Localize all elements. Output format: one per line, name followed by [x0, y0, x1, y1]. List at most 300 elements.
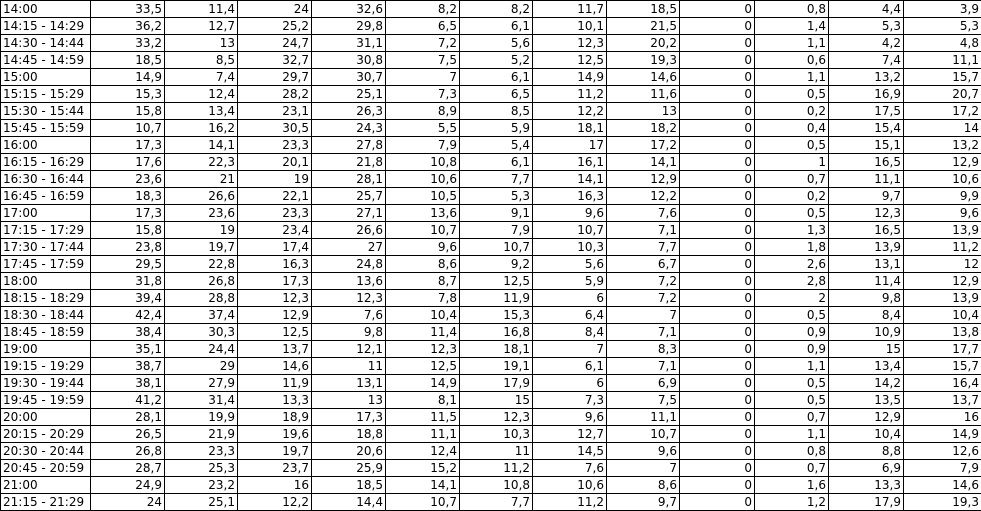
- value-cell[interactable]: 6,1: [533, 358, 607, 375]
- value-cell[interactable]: 26,6: [312, 222, 386, 239]
- value-cell[interactable]: 31,8: [91, 273, 165, 290]
- value-cell[interactable]: 0: [680, 69, 755, 86]
- time-cell[interactable]: 17:00: [1, 205, 91, 222]
- value-cell[interactable]: 25,1: [312, 86, 386, 103]
- value-cell[interactable]: 8,9: [386, 103, 460, 120]
- value-cell[interactable]: 17,3: [238, 273, 312, 290]
- value-cell[interactable]: 0: [680, 154, 755, 171]
- value-cell[interactable]: 6,1: [460, 154, 533, 171]
- value-cell[interactable]: 1,3: [755, 222, 829, 239]
- value-cell[interactable]: 15,7: [904, 358, 981, 375]
- value-cell[interactable]: 25,9: [312, 460, 386, 477]
- value-cell[interactable]: 7,6: [312, 307, 386, 324]
- value-cell[interactable]: 15,4: [829, 120, 904, 137]
- value-cell[interactable]: 12,1: [312, 341, 386, 358]
- value-cell[interactable]: 26,8: [91, 443, 165, 460]
- value-cell[interactable]: 9,8: [312, 324, 386, 341]
- value-cell[interactable]: 11,4: [386, 324, 460, 341]
- value-cell[interactable]: 22,8: [165, 256, 238, 273]
- value-cell[interactable]: 13: [165, 35, 238, 52]
- value-cell[interactable]: 10,6: [386, 171, 460, 188]
- value-cell[interactable]: 19,1: [460, 358, 533, 375]
- value-cell[interactable]: 15: [460, 392, 533, 409]
- value-cell[interactable]: 13,2: [904, 137, 981, 154]
- value-cell[interactable]: 0,8: [755, 443, 829, 460]
- value-cell[interactable]: 17,4: [238, 239, 312, 256]
- value-cell[interactable]: 13,4: [829, 358, 904, 375]
- value-cell[interactable]: 10,7: [607, 426, 680, 443]
- value-cell[interactable]: 0,4: [755, 120, 829, 137]
- value-cell[interactable]: 14,6: [904, 477, 981, 494]
- value-cell[interactable]: 9,6: [533, 205, 607, 222]
- value-cell[interactable]: 0: [680, 375, 755, 392]
- value-cell[interactable]: 27,8: [312, 137, 386, 154]
- value-cell[interactable]: 42,4: [91, 307, 165, 324]
- value-cell[interactable]: 6: [533, 290, 607, 307]
- value-cell[interactable]: 16,5: [829, 222, 904, 239]
- value-cell[interactable]: 30,7: [312, 69, 386, 86]
- time-cell[interactable]: 20:45 - 20:59: [1, 460, 91, 477]
- value-cell[interactable]: 1,1: [755, 69, 829, 86]
- time-cell[interactable]: 16:15 - 16:29: [1, 154, 91, 171]
- value-cell[interactable]: 6,7: [607, 256, 680, 273]
- value-cell[interactable]: 11: [460, 443, 533, 460]
- value-cell[interactable]: 15,3: [91, 86, 165, 103]
- value-cell[interactable]: 17,2: [904, 103, 981, 120]
- value-cell[interactable]: 24,8: [312, 256, 386, 273]
- value-cell[interactable]: 18,1: [533, 120, 607, 137]
- value-cell[interactable]: 21,5: [607, 18, 680, 35]
- value-cell[interactable]: 23,6: [165, 205, 238, 222]
- value-cell[interactable]: 12,5: [460, 273, 533, 290]
- value-cell[interactable]: 1,6: [755, 477, 829, 494]
- value-cell[interactable]: 7,2: [607, 273, 680, 290]
- value-cell[interactable]: 25,2: [238, 18, 312, 35]
- value-cell[interactable]: 0: [680, 205, 755, 222]
- time-cell[interactable]: 21:00: [1, 477, 91, 494]
- value-cell[interactable]: 14,2: [829, 375, 904, 392]
- value-cell[interactable]: 13,8: [904, 324, 981, 341]
- value-cell[interactable]: 7,8: [386, 290, 460, 307]
- value-cell[interactable]: 8,2: [386, 1, 460, 18]
- time-cell[interactable]: 19:45 - 19:59: [1, 392, 91, 409]
- value-cell[interactable]: 7,7: [460, 494, 533, 511]
- value-cell[interactable]: 0: [680, 171, 755, 188]
- value-cell[interactable]: 17,3: [91, 137, 165, 154]
- value-cell[interactable]: 8,7: [386, 273, 460, 290]
- value-cell[interactable]: 11,1: [829, 171, 904, 188]
- value-cell[interactable]: 15,8: [91, 222, 165, 239]
- value-cell[interactable]: 26,6: [165, 188, 238, 205]
- value-cell[interactable]: 7,4: [165, 69, 238, 86]
- value-cell[interactable]: 14,1: [607, 154, 680, 171]
- value-cell[interactable]: 12,6: [904, 443, 981, 460]
- value-cell[interactable]: 1: [755, 154, 829, 171]
- value-cell[interactable]: 6,4: [533, 307, 607, 324]
- value-cell[interactable]: 5,6: [460, 35, 533, 52]
- value-cell[interactable]: 35,1: [91, 341, 165, 358]
- value-cell[interactable]: 5,4: [460, 137, 533, 154]
- value-cell[interactable]: 39,4: [91, 290, 165, 307]
- value-cell[interactable]: 16,8: [460, 324, 533, 341]
- value-cell[interactable]: 5,5: [386, 120, 460, 137]
- value-cell[interactable]: 14,9: [91, 69, 165, 86]
- value-cell[interactable]: 26,5: [91, 426, 165, 443]
- value-cell[interactable]: 1,2: [755, 494, 829, 511]
- value-cell[interactable]: 8,4: [533, 324, 607, 341]
- value-cell[interactable]: 17,2: [607, 137, 680, 154]
- time-cell[interactable]: 20:00: [1, 409, 91, 426]
- value-cell[interactable]: 10,3: [460, 426, 533, 443]
- value-cell[interactable]: 7,3: [386, 86, 460, 103]
- value-cell[interactable]: 15,3: [460, 307, 533, 324]
- value-cell[interactable]: 14,9: [904, 426, 981, 443]
- time-cell[interactable]: 17:15 - 17:29: [1, 222, 91, 239]
- value-cell[interactable]: 17,7: [904, 341, 981, 358]
- value-cell[interactable]: 7: [607, 307, 680, 324]
- value-cell[interactable]: 8,1: [386, 392, 460, 409]
- value-cell[interactable]: 17,3: [91, 205, 165, 222]
- value-cell[interactable]: 6,9: [829, 460, 904, 477]
- value-cell[interactable]: 6,1: [460, 69, 533, 86]
- value-cell[interactable]: 12,5: [533, 52, 607, 69]
- value-cell[interactable]: 8,6: [607, 477, 680, 494]
- value-cell[interactable]: 6,5: [386, 18, 460, 35]
- value-cell[interactable]: 4,2: [829, 35, 904, 52]
- value-cell[interactable]: 12,4: [386, 443, 460, 460]
- value-cell[interactable]: 12,9: [904, 273, 981, 290]
- value-cell[interactable]: 0,5: [755, 86, 829, 103]
- value-cell[interactable]: 24,7: [238, 35, 312, 52]
- value-cell[interactable]: 23,3: [165, 443, 238, 460]
- time-cell[interactable]: 19:30 - 19:44: [1, 375, 91, 392]
- time-cell[interactable]: 21:15 - 21:29: [1, 494, 91, 511]
- value-cell[interactable]: 0: [680, 239, 755, 256]
- value-cell[interactable]: 32,7: [238, 52, 312, 69]
- value-cell[interactable]: 10,7: [460, 239, 533, 256]
- value-cell[interactable]: 9,8: [829, 290, 904, 307]
- value-cell[interactable]: 8,6: [386, 256, 460, 273]
- value-cell[interactable]: 12,7: [533, 426, 607, 443]
- value-cell[interactable]: 0,2: [755, 188, 829, 205]
- value-cell[interactable]: 8,5: [165, 52, 238, 69]
- value-cell[interactable]: 7,7: [460, 171, 533, 188]
- value-cell[interactable]: 0: [680, 392, 755, 409]
- value-cell[interactable]: 0: [680, 324, 755, 341]
- time-cell[interactable]: 14:00: [1, 1, 91, 18]
- value-cell[interactable]: 7,6: [607, 205, 680, 222]
- value-cell[interactable]: 5,3: [460, 188, 533, 205]
- value-cell[interactable]: 31,4: [165, 392, 238, 409]
- value-cell[interactable]: 24: [238, 1, 312, 18]
- value-cell[interactable]: 7,2: [386, 35, 460, 52]
- value-cell[interactable]: 30,5: [238, 120, 312, 137]
- value-cell[interactable]: 13,5: [829, 392, 904, 409]
- value-cell[interactable]: 0: [680, 120, 755, 137]
- value-cell[interactable]: 16,5: [829, 154, 904, 171]
- value-cell[interactable]: 27: [312, 239, 386, 256]
- value-cell[interactable]: 18,2: [607, 120, 680, 137]
- value-cell[interactable]: 17,9: [829, 494, 904, 511]
- value-cell[interactable]: 12,2: [533, 103, 607, 120]
- value-cell[interactable]: 11,1: [386, 426, 460, 443]
- value-cell[interactable]: 8,2: [460, 1, 533, 18]
- value-cell[interactable]: 1,1: [755, 35, 829, 52]
- value-cell[interactable]: 14,9: [533, 69, 607, 86]
- value-cell[interactable]: 12,9: [238, 307, 312, 324]
- value-cell[interactable]: 0: [680, 273, 755, 290]
- value-cell[interactable]: 1,8: [755, 239, 829, 256]
- value-cell[interactable]: 14,4: [312, 494, 386, 511]
- value-cell[interactable]: 14,5: [533, 443, 607, 460]
- value-cell[interactable]: 8,8: [829, 443, 904, 460]
- time-cell[interactable]: 20:30 - 20:44: [1, 443, 91, 460]
- value-cell[interactable]: 1,4: [755, 18, 829, 35]
- value-cell[interactable]: 15,2: [386, 460, 460, 477]
- value-cell[interactable]: 21,9: [165, 426, 238, 443]
- value-cell[interactable]: 11,9: [460, 290, 533, 307]
- value-cell[interactable]: 7,6: [533, 460, 607, 477]
- value-cell[interactable]: 0,6: [755, 52, 829, 69]
- value-cell[interactable]: 12,2: [238, 494, 312, 511]
- value-cell[interactable]: 19,3: [607, 52, 680, 69]
- value-cell[interactable]: 9,9: [904, 188, 981, 205]
- value-cell[interactable]: 0: [680, 341, 755, 358]
- value-cell[interactable]: 13,2: [829, 69, 904, 86]
- value-cell[interactable]: 11,4: [165, 1, 238, 18]
- value-cell[interactable]: 9,6: [386, 239, 460, 256]
- value-cell[interactable]: 0: [680, 307, 755, 324]
- value-cell[interactable]: 12,2: [607, 188, 680, 205]
- value-cell[interactable]: 10,6: [533, 477, 607, 494]
- value-cell[interactable]: 10,8: [460, 477, 533, 494]
- value-cell[interactable]: 7,3: [533, 392, 607, 409]
- value-cell[interactable]: 22,3: [165, 154, 238, 171]
- value-cell[interactable]: 23,2: [165, 477, 238, 494]
- value-cell[interactable]: 12,3: [386, 341, 460, 358]
- value-cell[interactable]: 0: [680, 477, 755, 494]
- time-cell[interactable]: 18:15 - 18:29: [1, 290, 91, 307]
- value-cell[interactable]: 16,2: [165, 120, 238, 137]
- value-cell[interactable]: 9,6: [904, 205, 981, 222]
- time-cell[interactable]: 17:45 - 17:59: [1, 256, 91, 273]
- value-cell[interactable]: 10,4: [904, 307, 981, 324]
- value-cell[interactable]: 24: [91, 494, 165, 511]
- value-cell[interactable]: 9,7: [829, 188, 904, 205]
- value-cell[interactable]: 19: [238, 171, 312, 188]
- value-cell[interactable]: 28,1: [312, 171, 386, 188]
- value-cell[interactable]: 7,1: [607, 358, 680, 375]
- value-cell[interactable]: 6,5: [460, 86, 533, 103]
- value-cell[interactable]: 11,6: [607, 86, 680, 103]
- value-cell[interactable]: 13,6: [386, 205, 460, 222]
- value-cell[interactable]: 14,6: [238, 358, 312, 375]
- value-cell[interactable]: 11,7: [533, 1, 607, 18]
- value-cell[interactable]: 0,5: [755, 392, 829, 409]
- value-cell[interactable]: 7: [607, 460, 680, 477]
- value-cell[interactable]: 7: [533, 341, 607, 358]
- value-cell[interactable]: 23,6: [91, 171, 165, 188]
- value-cell[interactable]: 13,3: [829, 477, 904, 494]
- value-cell[interactable]: 14,6: [607, 69, 680, 86]
- value-cell[interactable]: 5,2: [460, 52, 533, 69]
- value-cell[interactable]: 11,2: [460, 460, 533, 477]
- value-cell[interactable]: 5,9: [533, 273, 607, 290]
- value-cell[interactable]: 17: [533, 137, 607, 154]
- value-cell[interactable]: 7,9: [386, 137, 460, 154]
- value-cell[interactable]: 11,5: [386, 409, 460, 426]
- value-cell[interactable]: 19,7: [165, 239, 238, 256]
- value-cell[interactable]: 16,4: [904, 375, 981, 392]
- value-cell[interactable]: 11,2: [533, 86, 607, 103]
- value-cell[interactable]: 10,6: [904, 171, 981, 188]
- value-cell[interactable]: 12: [904, 256, 981, 273]
- value-cell[interactable]: 12,7: [165, 18, 238, 35]
- value-cell[interactable]: 0: [680, 1, 755, 18]
- value-cell[interactable]: 22,1: [238, 188, 312, 205]
- value-cell[interactable]: 0: [680, 358, 755, 375]
- value-cell[interactable]: 20,1: [238, 154, 312, 171]
- value-cell[interactable]: 5,3: [829, 18, 904, 35]
- time-cell[interactable]: 16:30 - 16:44: [1, 171, 91, 188]
- value-cell[interactable]: 23,3: [238, 137, 312, 154]
- value-cell[interactable]: 0: [680, 86, 755, 103]
- time-cell[interactable]: 19:15 - 19:29: [1, 358, 91, 375]
- value-cell[interactable]: 16: [238, 477, 312, 494]
- time-cell[interactable]: 15:15 - 15:29: [1, 86, 91, 103]
- value-cell[interactable]: 16,3: [238, 256, 312, 273]
- value-cell[interactable]: 33,2: [91, 35, 165, 52]
- value-cell[interactable]: 0: [680, 290, 755, 307]
- value-cell[interactable]: 0,5: [755, 137, 829, 154]
- value-cell[interactable]: 10,1: [533, 18, 607, 35]
- value-cell[interactable]: 6: [533, 375, 607, 392]
- value-cell[interactable]: 7,1: [607, 222, 680, 239]
- time-cell[interactable]: 19:00: [1, 341, 91, 358]
- value-cell[interactable]: 9,2: [460, 256, 533, 273]
- value-cell[interactable]: 6,1: [460, 18, 533, 35]
- value-cell[interactable]: 15: [829, 341, 904, 358]
- value-cell[interactable]: 12,3: [533, 35, 607, 52]
- value-cell[interactable]: 0: [680, 426, 755, 443]
- time-cell[interactable]: 14:15 - 14:29: [1, 18, 91, 35]
- value-cell[interactable]: 4,8: [904, 35, 981, 52]
- value-cell[interactable]: 17,3: [312, 409, 386, 426]
- value-cell[interactable]: 25,7: [312, 188, 386, 205]
- value-cell[interactable]: 0: [680, 460, 755, 477]
- value-cell[interactable]: 12,3: [460, 409, 533, 426]
- value-cell[interactable]: 28,8: [165, 290, 238, 307]
- value-cell[interactable]: 7: [386, 69, 460, 86]
- time-cell[interactable]: 15:45 - 15:59: [1, 120, 91, 137]
- value-cell[interactable]: 0,9: [755, 341, 829, 358]
- value-cell[interactable]: 18,5: [91, 52, 165, 69]
- value-cell[interactable]: 12,3: [312, 290, 386, 307]
- value-cell[interactable]: 27,9: [165, 375, 238, 392]
- value-cell[interactable]: 14,1: [533, 171, 607, 188]
- value-cell[interactable]: 11: [312, 358, 386, 375]
- value-cell[interactable]: 17,5: [829, 103, 904, 120]
- value-cell[interactable]: 0: [680, 18, 755, 35]
- value-cell[interactable]: 18,5: [607, 1, 680, 18]
- value-cell[interactable]: 0: [680, 443, 755, 460]
- value-cell[interactable]: 12,9: [829, 409, 904, 426]
- value-cell[interactable]: 6,9: [607, 375, 680, 392]
- value-cell[interactable]: 13: [312, 392, 386, 409]
- value-cell[interactable]: 10,8: [386, 154, 460, 171]
- value-cell[interactable]: 27,1: [312, 205, 386, 222]
- value-cell[interactable]: 5,3: [904, 18, 981, 35]
- value-cell[interactable]: 9,1: [460, 205, 533, 222]
- value-cell[interactable]: 1,1: [755, 358, 829, 375]
- value-cell[interactable]: 0,7: [755, 409, 829, 426]
- value-cell[interactable]: 0,7: [755, 460, 829, 477]
- value-cell[interactable]: 9,6: [533, 409, 607, 426]
- value-cell[interactable]: 0,5: [755, 375, 829, 392]
- value-cell[interactable]: 18,1: [460, 341, 533, 358]
- value-cell[interactable]: 18,8: [312, 426, 386, 443]
- value-cell[interactable]: 13,1: [312, 375, 386, 392]
- value-cell[interactable]: 4,4: [829, 1, 904, 18]
- value-cell[interactable]: 10,3: [533, 239, 607, 256]
- value-cell[interactable]: 13,7: [238, 341, 312, 358]
- time-cell[interactable]: 16:45 - 16:59: [1, 188, 91, 205]
- value-cell[interactable]: 12,5: [238, 324, 312, 341]
- value-cell[interactable]: 9,7: [607, 494, 680, 511]
- value-cell[interactable]: 21: [165, 171, 238, 188]
- value-cell[interactable]: 0: [680, 409, 755, 426]
- value-cell[interactable]: 14: [904, 120, 981, 137]
- time-cell[interactable]: 17:30 - 17:44: [1, 239, 91, 256]
- value-cell[interactable]: 7,7: [607, 239, 680, 256]
- value-cell[interactable]: 0,5: [755, 307, 829, 324]
- value-cell[interactable]: 7,5: [607, 392, 680, 409]
- value-cell[interactable]: 28,2: [238, 86, 312, 103]
- value-cell[interactable]: 10,5: [386, 188, 460, 205]
- value-cell[interactable]: 33,5: [91, 1, 165, 18]
- value-cell[interactable]: 13,3: [238, 392, 312, 409]
- value-cell[interactable]: 5,6: [533, 256, 607, 273]
- time-cell[interactable]: 15:30 - 15:44: [1, 103, 91, 120]
- value-cell[interactable]: 19,9: [165, 409, 238, 426]
- value-cell[interactable]: 17,9: [460, 375, 533, 392]
- value-cell[interactable]: 16,3: [533, 188, 607, 205]
- value-cell[interactable]: 24,9: [91, 477, 165, 494]
- value-cell[interactable]: 11,2: [904, 239, 981, 256]
- value-cell[interactable]: 0: [680, 222, 755, 239]
- value-cell[interactable]: 14,1: [386, 477, 460, 494]
- value-cell[interactable]: 0: [680, 137, 755, 154]
- time-cell[interactable]: 18:30 - 18:44: [1, 307, 91, 324]
- value-cell[interactable]: 41,2: [91, 392, 165, 409]
- value-cell[interactable]: 0,5: [755, 205, 829, 222]
- value-cell[interactable]: 28,1: [91, 409, 165, 426]
- value-cell[interactable]: 20,6: [312, 443, 386, 460]
- value-cell[interactable]: 38,1: [91, 375, 165, 392]
- value-cell[interactable]: 31,1: [312, 35, 386, 52]
- value-cell[interactable]: 2,8: [755, 273, 829, 290]
- value-cell[interactable]: 14,1: [165, 137, 238, 154]
- value-cell[interactable]: 2: [755, 290, 829, 307]
- value-cell[interactable]: 25,3: [165, 460, 238, 477]
- value-cell[interactable]: 10,7: [386, 222, 460, 239]
- value-cell[interactable]: 7,9: [904, 460, 981, 477]
- time-cell[interactable]: 14:45 - 14:59: [1, 52, 91, 69]
- value-cell[interactable]: 13,7: [904, 392, 981, 409]
- value-cell[interactable]: 13,9: [904, 290, 981, 307]
- value-cell[interactable]: 8,4: [829, 307, 904, 324]
- value-cell[interactable]: 17,6: [91, 154, 165, 171]
